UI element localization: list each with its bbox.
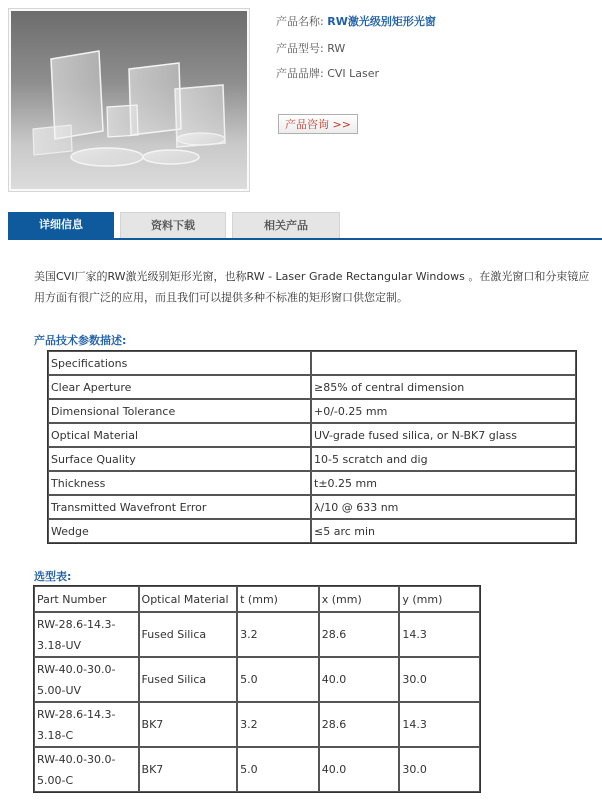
product-model-value: RW — [327, 42, 346, 55]
y-cell: 30.0 — [399, 747, 480, 792]
spec-cell: Specifications — [48, 351, 311, 375]
spec-cell: Transmitted Wavefront Error — [48, 495, 311, 519]
table-row — [48, 375, 576, 399]
product-name-label: 产品名称: — [276, 15, 324, 28]
part-number-cell: RW-40.0-30.0-5.00-UV — [34, 657, 139, 702]
spec-cell: λ/10 @ 633 nm — [311, 495, 576, 519]
spec-cell: +0/-0.25 mm — [311, 399, 576, 423]
spec-cell: Optical Material — [48, 423, 311, 447]
part-number-cell: RW-28.6-14.3-3.18-UV — [34, 612, 139, 657]
header-cell: t (mm) — [237, 586, 319, 612]
product-model-label: 产品型号: — [276, 42, 324, 55]
spec-cell: Surface Quality — [48, 447, 311, 471]
header-cell: y (mm) — [399, 586, 480, 612]
spec-cell — [311, 351, 576, 375]
part-number-cell: RW-40.0-30.0-5.00-C — [34, 747, 139, 792]
rectangular-windows-photo — [11, 11, 247, 189]
thickness-cell: 5.0 — [237, 747, 319, 792]
table-row — [48, 423, 576, 447]
selection-table — [33, 585, 481, 793]
header-cell: Part Number — [34, 586, 139, 612]
header-cell: Optical Material — [139, 586, 238, 612]
spec-cell: UV-grade fused silica, or N-BK7 glass — [311, 423, 576, 447]
tab-downloads[interactable]: 资料下载 — [120, 212, 226, 238]
spec-cell: Thickness — [48, 471, 311, 495]
x-cell: 40.0 — [319, 657, 400, 702]
table-row — [34, 612, 480, 657]
table-header-row — [34, 586, 480, 612]
product-intro-text: 美国CVI厂家的RW激光级别矩形光窗，也称RW - Laser Grade Rectangular Windows 。在激光窗口和分束镜应用方面有很广泛的应用，而且我们可以提供多种不标准的矩形窗口供您定制。 — [34, 270, 590, 304]
spec-cell: ≥85% of central dimension — [311, 375, 576, 399]
y-cell: 30.0 — [399, 657, 480, 702]
spec-cell: 10-5 scratch and dig — [311, 447, 576, 471]
table-row — [48, 447, 576, 471]
table-row — [48, 351, 576, 375]
spec-table — [47, 350, 577, 544]
y-cell: 14.3 — [399, 702, 480, 747]
spec-cell: t±0.25 mm — [311, 471, 576, 495]
product-name-row — [276, 13, 436, 29]
table-row — [34, 702, 480, 747]
tab-bar-underline — [8, 238, 602, 240]
table-row — [48, 471, 576, 495]
material-cell: BK7 — [139, 747, 238, 792]
table-row — [48, 519, 576, 543]
table-row — [34, 657, 480, 702]
product-name-value: RW激光级别矩形光窗 — [327, 15, 436, 28]
material-cell: Fused Silica — [139, 612, 238, 657]
product-brand-value: CVI Laser — [327, 67, 380, 80]
product-consult-button[interactable]: 产品咨询 >> — [278, 114, 358, 134]
y-cell: 14.3 — [399, 612, 480, 657]
table-row — [48, 495, 576, 519]
material-cell: Fused Silica — [139, 657, 238, 702]
table-row — [34, 747, 480, 792]
material-cell: BK7 — [139, 702, 238, 747]
table-row — [48, 399, 576, 423]
product-model-row — [276, 40, 345, 56]
x-cell: 40.0 — [319, 747, 400, 792]
spec-cell: Dimensional Tolerance — [48, 399, 311, 423]
thickness-cell: 5.0 — [237, 657, 319, 702]
product-brand-label: 产品品牌: — [276, 67, 324, 80]
x-cell: 28.6 — [319, 612, 400, 657]
product-brand-row — [276, 65, 379, 81]
tab-details[interactable]: 详细信息 — [8, 212, 114, 238]
spec-cell: Wedge — [48, 519, 311, 543]
spec-cell: ≤5 arc min — [311, 519, 576, 543]
thickness-cell: 3.2 — [237, 612, 319, 657]
x-cell: 28.6 — [319, 702, 400, 747]
tab-related-products[interactable]: 相关产品 — [232, 212, 340, 238]
selection-section-title: 选型表: — [34, 570, 72, 583]
product-image — [11, 11, 247, 189]
thickness-cell: 3.2 — [237, 702, 319, 747]
header-cell: x (mm) — [319, 586, 400, 612]
spec-section-title: 产品技术参数描述: — [34, 334, 127, 347]
spec-cell: Clear Aperture — [48, 375, 311, 399]
part-number-cell: RW-28.6-14.3-3.18-C — [34, 702, 139, 747]
product-image-frame — [8, 8, 250, 192]
